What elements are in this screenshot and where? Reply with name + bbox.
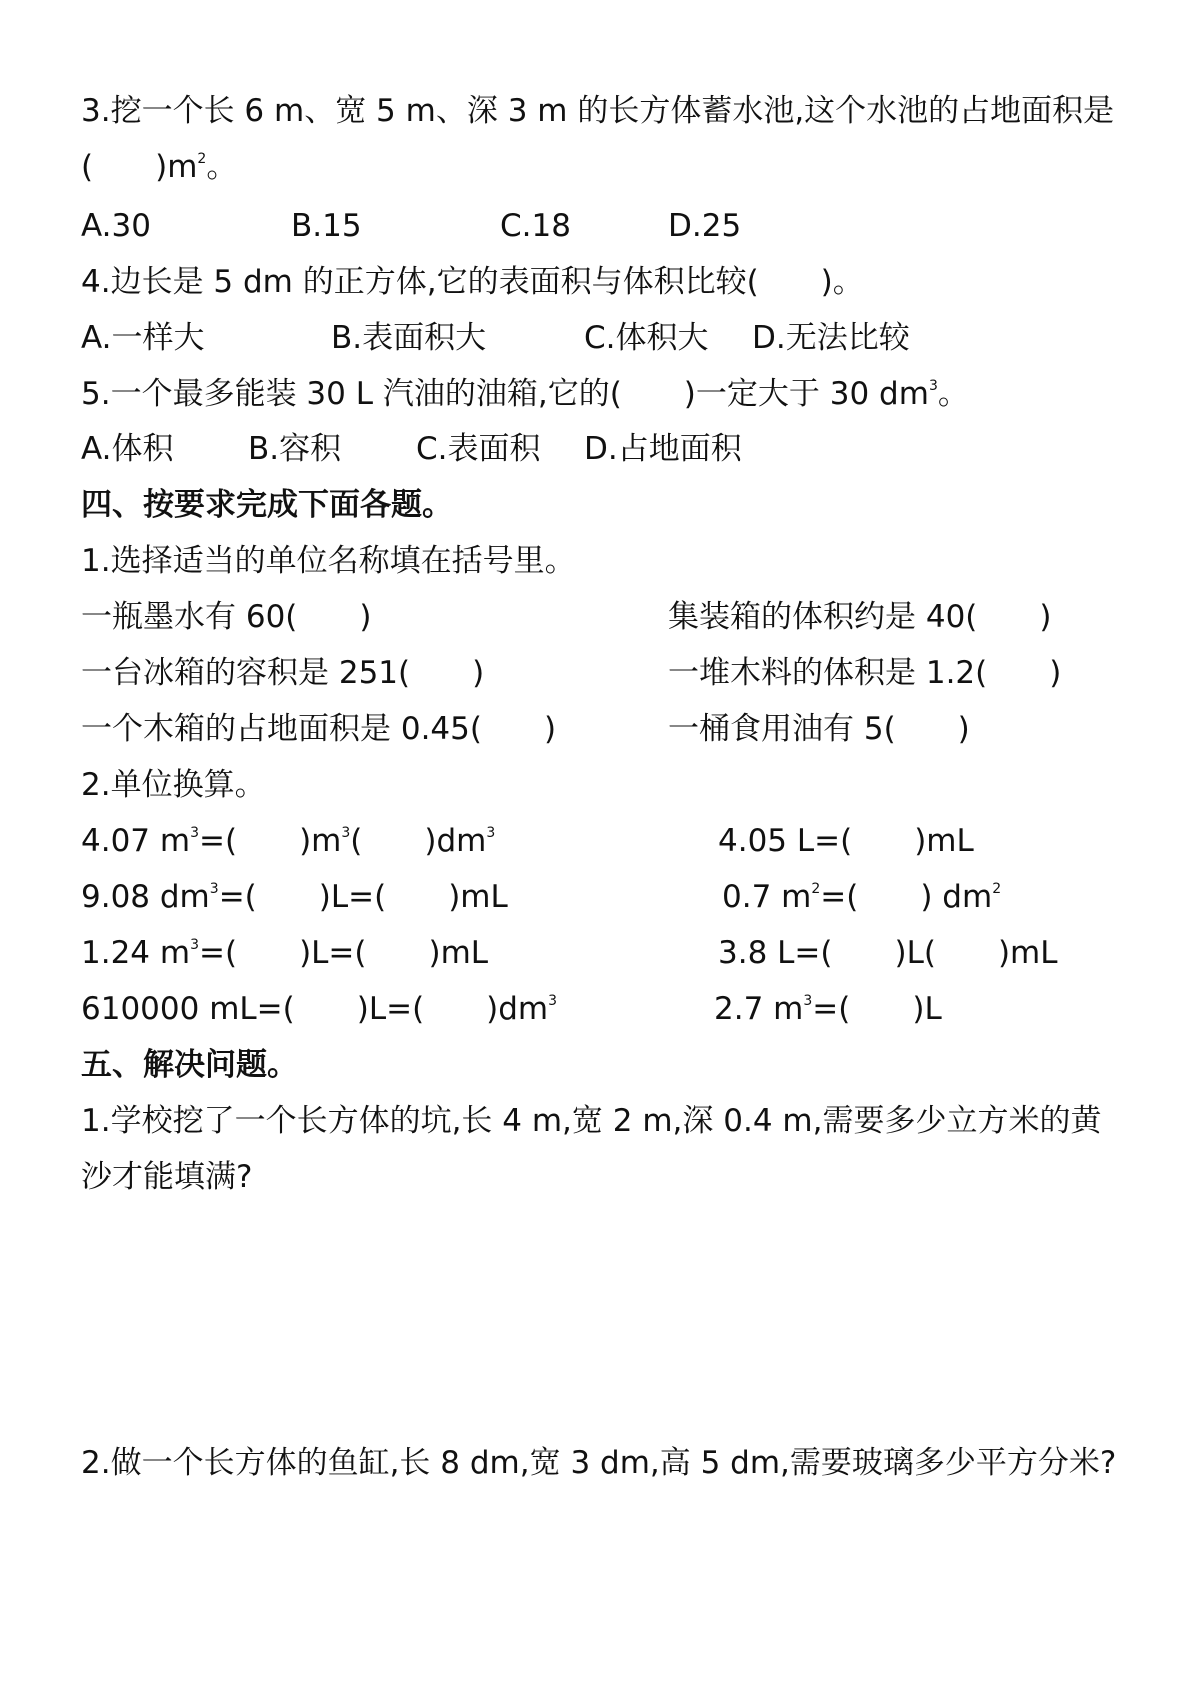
conversion-item: 3.8 L=( )L( )mL bbox=[718, 935, 1058, 971]
conversion-item: 4.07 $m^3=$( )$m^3$( )$dm^3$ bbox=[81, 823, 496, 859]
q5-text: 5.一个最多能装 30 L 汽油的油箱,它的( )一定大于 30 $dm^3$。 bbox=[81, 376, 969, 412]
section5-title: 五、解决问题。 bbox=[81, 1047, 298, 1083]
problem-1-line2: 沙才能填满? bbox=[81, 1159, 253, 1195]
unit-choice-item: 一桶食用油有 5( ) bbox=[668, 711, 970, 747]
conversion-item: 9.08 $dm^3=$( )L=( )mL bbox=[81, 879, 508, 915]
q3-option-d: D.25 bbox=[668, 208, 742, 244]
q3-option-c: C.18 bbox=[500, 208, 571, 244]
q5-option-c: C.表面积 bbox=[416, 431, 541, 467]
q4-option-d: D.无法比较 bbox=[752, 320, 910, 356]
q4-option-b: B.表面积大 bbox=[331, 320, 487, 356]
unit-choice-item: 集装箱的体积约是 40( ) bbox=[668, 599, 1052, 635]
q3-option-b: B.15 bbox=[291, 208, 362, 244]
problem-1-line1: 1.学校挖了一个长方体的坑,长 4 m,宽 2 m,深 0.4 m,需要多少立方米的黄 bbox=[81, 1103, 1102, 1139]
q5-option-a: A.体积 bbox=[81, 431, 174, 467]
unit-choice-item: 一瓶墨水有 60( ) bbox=[81, 599, 372, 635]
conversion-item: 2.7 $m^3=$( )L bbox=[714, 991, 942, 1027]
q5-option-b: B.容积 bbox=[248, 431, 342, 467]
unit-choice-title: 1.选择适当的单位名称填在括号里。 bbox=[81, 543, 576, 579]
conversion-item: 0.7 $m^2=$( ) $dm^2$ bbox=[722, 879, 1002, 915]
problem-2-text: 2.做一个长方体的鱼缸,长 8 dm,宽 3 dm,高 5 dm,需要玻璃多少平方分米? bbox=[81, 1445, 1117, 1481]
conversion-item: 4.05 L=( )mL bbox=[718, 823, 974, 859]
q3-option-a: A.30 bbox=[81, 208, 151, 244]
conversion-item: 1.24 $m^3=$( )L=( )mL bbox=[81, 935, 489, 971]
unit-choice-item: 一个木箱的占地面积是 0.45( ) bbox=[81, 711, 557, 747]
q4-text: 4.边长是 5 dm 的正方体,它的表面积与体积比较( )。 bbox=[81, 264, 864, 300]
unit-choice-item: 一堆木料的体积是 1.2( ) bbox=[668, 655, 1062, 691]
q3-line2: ( )$m^2$。 bbox=[81, 149, 238, 185]
unit-choice-item: 一台冰箱的容积是 251( ) bbox=[81, 655, 485, 691]
section4-title: 四、按要求完成下面各题。 bbox=[81, 487, 453, 523]
conversion-item: 610000 mL=( )L=( )$dm^3$ bbox=[81, 991, 558, 1027]
q4-option-c: C.体积大 bbox=[584, 320, 709, 356]
q5-option-d: D.占地面积 bbox=[584, 431, 742, 467]
q4-option-a: A.一样大 bbox=[81, 320, 205, 356]
q3-line1: 3.挖一个长 6 m、宽 5 m、深 3 m 的长方体蓄水池,这个水池的占地面积是 bbox=[81, 93, 1115, 129]
unit-conversion-title: 2.单位换算。 bbox=[81, 767, 266, 803]
